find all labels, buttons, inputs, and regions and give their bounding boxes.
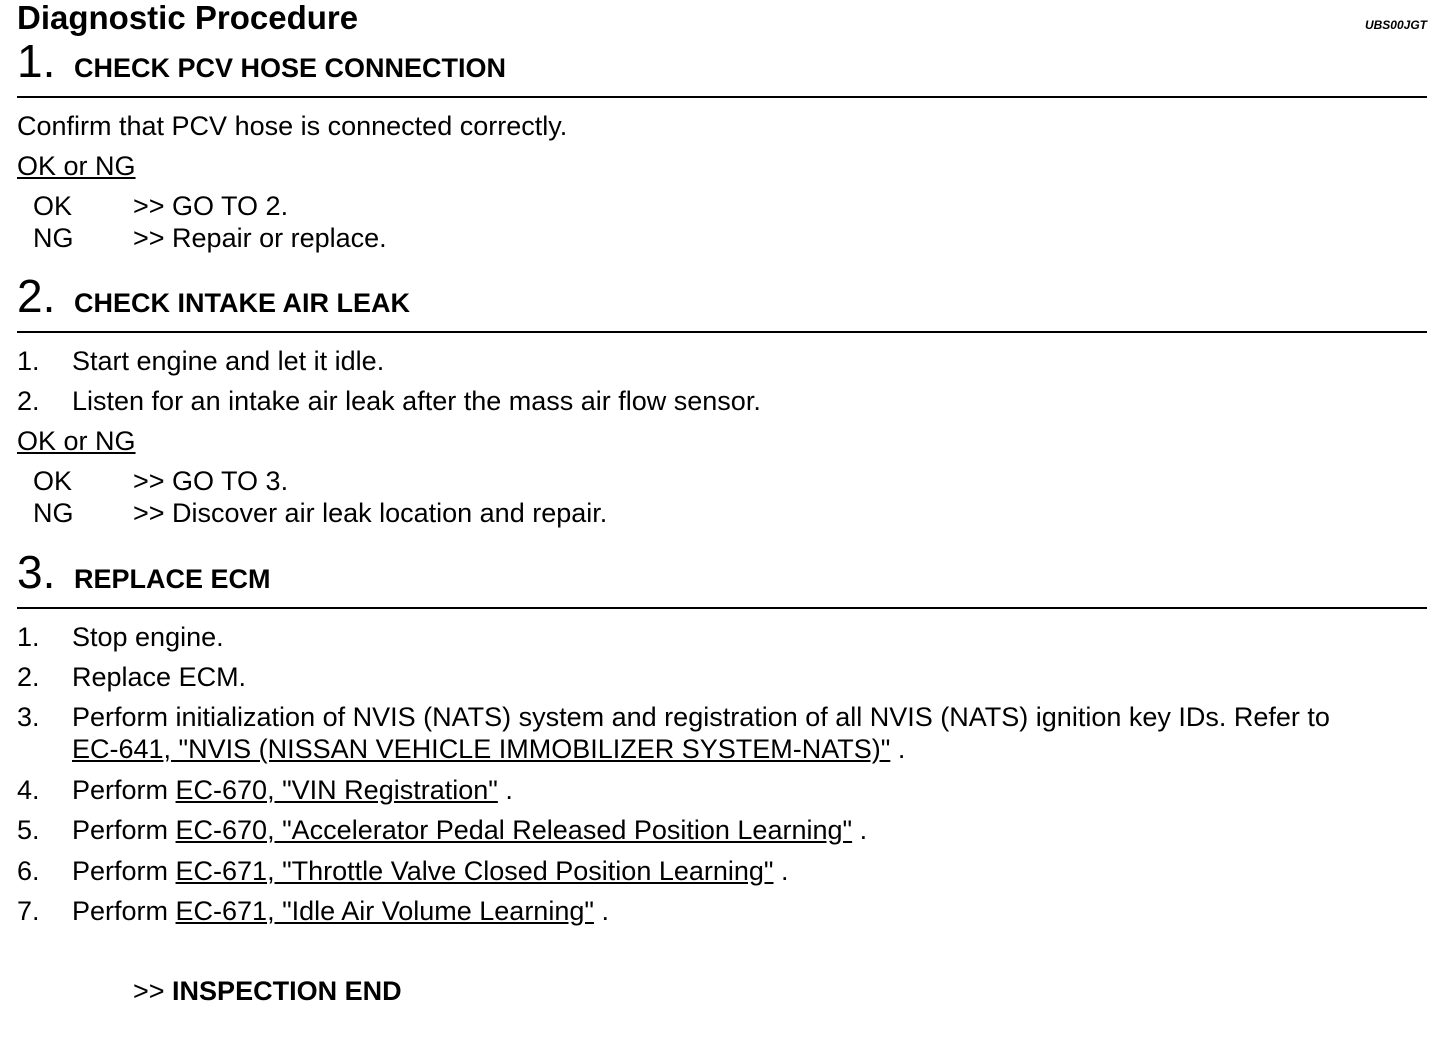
step-1-title: CHECK PCV HOSE CONNECTION (74, 53, 507, 83)
page-title: Diagnostic Procedure (17, 0, 359, 36)
step-3-title: REPLACE ECM (74, 564, 271, 594)
step-3-item-6-number: 6. (17, 856, 40, 886)
step-3-item-5-suffix: . (852, 815, 868, 845)
ref-link-idle-air-volume-learning[interactable]: EC-671, "Idle Air Volume Learning" (175, 896, 594, 926)
step-1-instruction: Confirm that PCV hose is connected correctly. (17, 111, 568, 141)
step-3-item-6-prefix: Perform (72, 856, 176, 886)
step-3-item-5-prefix: Perform (72, 815, 176, 845)
step-2-title: CHECK INTAKE AIR LEAK (74, 288, 410, 318)
step-2-header (17, 271, 1427, 333)
step-3-item-5-text (72, 814, 867, 846)
inspection-end (133, 975, 402, 1007)
step-3-item-3-number: 3. (17, 702, 40, 732)
step-3-item-4-number: 4. (17, 775, 40, 805)
step-1-ok-ng-label: OK or NG (17, 151, 136, 181)
step-3-item-3-text: Perform initialization of NVIS (NATS) system and registration of all NVIS (NATS) ignition key IDs. Refer to (72, 702, 1330, 732)
step-3-item-5-number: 5. (17, 815, 40, 845)
step-1-ok-key: OK (33, 191, 73, 221)
step-3-item-6-text (72, 855, 789, 887)
step-2-ng-key: NG (33, 498, 74, 528)
step-2-item-1-number: 1. (17, 346, 40, 376)
step-2-ok-ng-label: OK or NG (17, 426, 136, 456)
ref-link-throttle-valve-learning[interactable]: EC-671, "Throttle Valve Closed Position Learning" (175, 856, 774, 886)
step-3-item-2-number: 2. (17, 662, 40, 692)
step-1-ng-key: NG (33, 223, 74, 253)
step-3-item-2-text: Replace ECM. (72, 662, 247, 692)
step-2-ok-value: >> GO TO 3. (133, 466, 289, 496)
inspection-end-label: INSPECTION END (172, 976, 402, 1006)
step-1-ng-value: >> Repair or replace. (133, 223, 387, 253)
step-3-item-1-number: 1. (17, 622, 40, 652)
step-3-number: 3. (17, 546, 56, 598)
step-3-item-3-ref (72, 733, 905, 765)
step-1-number: 1. (17, 35, 56, 87)
inspection-end-prefix: >> (133, 976, 173, 1006)
step-2-item-1-text: Start engine and let it idle. (72, 346, 385, 376)
step-3-item-4-prefix: Perform (72, 775, 176, 805)
step-2-ng-value: >> Discover air leak location and repair. (133, 498, 608, 528)
ref-link-nvis-nats[interactable]: EC-641, "NVIS (NISSAN VEHICLE IMMOBILIZER SYSTEM-NATS)" (72, 734, 891, 764)
step-2-item-2-number: 2. (17, 386, 40, 416)
step-2-ok-key: OK (33, 466, 73, 496)
step-3-item-6-suffix: . (773, 856, 789, 886)
ref-link-vin-registration[interactable]: EC-670, "VIN Registration" (175, 775, 498, 805)
step-3-item-7-text (72, 895, 609, 927)
step-3-item-3-suffix: . (890, 734, 906, 764)
step-1-header (17, 36, 1427, 98)
step-3-item-4-suffix: . (497, 775, 513, 805)
step-2-number: 2. (17, 270, 56, 322)
ref-link-accelerator-pedal-learning[interactable]: EC-670, "Accelerator Pedal Released Position Learning" (175, 815, 853, 845)
document-code: UBS00JGT (1364, 18, 1427, 32)
step-3-item-4-text (72, 774, 513, 806)
step-3-item-7-prefix: Perform (72, 896, 176, 926)
step-3-item-7-number: 7. (17, 896, 40, 926)
step-3-item-1-text: Stop engine. (72, 622, 224, 652)
step-2-item-2-text: Listen for an intake air leak after the mass air flow sensor. (72, 386, 761, 416)
step-3-item-7-suffix: . (593, 896, 609, 926)
step-1-ok-value: >> GO TO 2. (133, 191, 289, 221)
step-3-header (17, 547, 1427, 609)
